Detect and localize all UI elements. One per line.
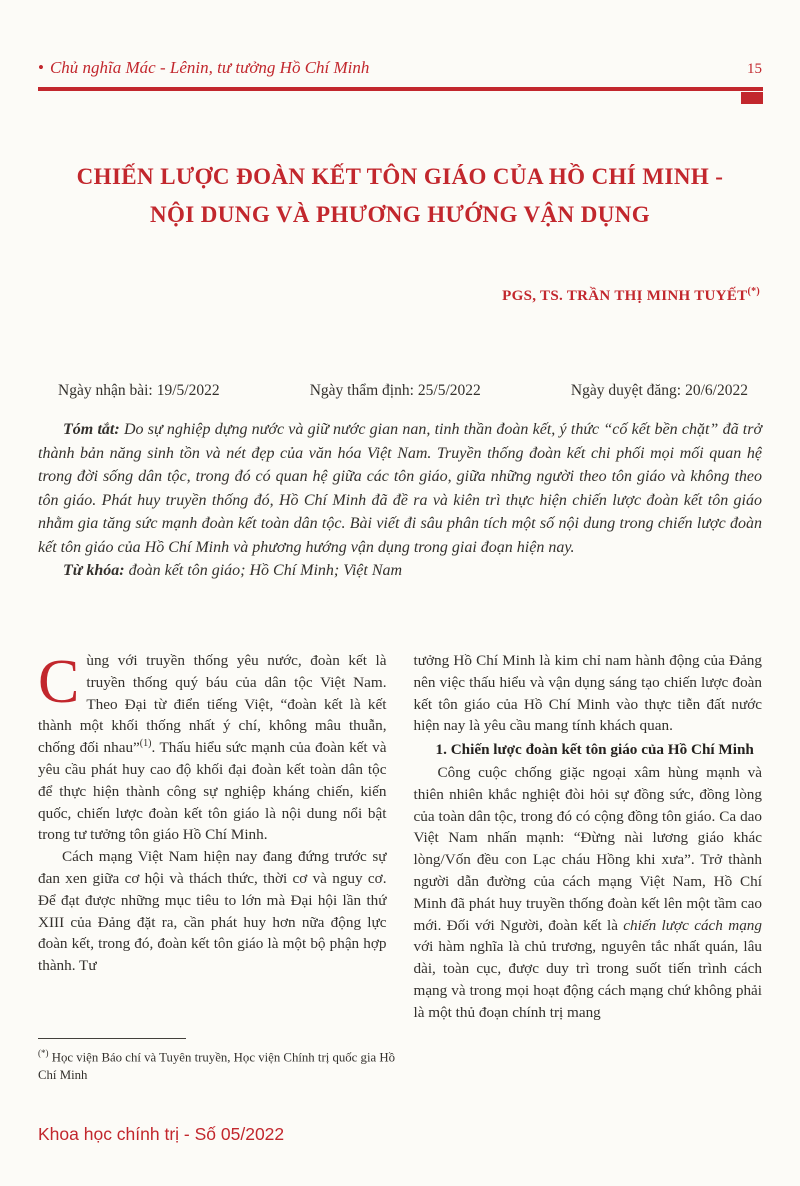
date-approved-value: 20/6/2022: [685, 382, 748, 399]
header-rule: [38, 87, 763, 91]
header-accent-mark: [741, 92, 763, 104]
journal-section-title-text: Chủ nghĩa Mác - Lênin, tư tưởng Hồ Chí Minh: [49, 58, 370, 77]
keywords-text: đoàn kết tôn giáo; Hồ Chí Minh; Việt Nam: [128, 562, 403, 579]
section-heading: 1. Chiến lược đoàn kết tôn giáo của Hồ Chí Minh: [435, 741, 754, 759]
abstract-label: Tóm tắt:: [63, 421, 120, 438]
dates-row: [58, 382, 748, 400]
paragraph-text: ùng với truyền thống yêu nước, đoàn kết là truyền thống quý báu của dân tộc Việt Nam. Theo Đại từ điển tiếng Việt, “đoàn kết là kết thành một khối thống nhất ý chí, không mâu thuẫn, chống đối nhau”: [38, 652, 387, 757]
author-name: PGS, TS. TRẦN THỊ MINH TUYẾT: [502, 288, 748, 304]
paragraph: tưởng Hồ Chí Minh là kim chỉ nam hành động của Đảng nên việc thấu hiểu và vận dụng sáng tạo chiến lược đoàn kết tôn giáo của Hồ Chí Minh vào thực tiễn đất nước hiện nay là yêu cầu mang tính khách quan.: [413, 652, 762, 735]
date-received-label: Ngày nhận bài:: [58, 382, 153, 399]
footnote-body: Học viện Báo chí và Tuyên truyền, Học viện Chính trị quốc gia Hồ Chí Minh: [38, 1050, 396, 1082]
date-received-value: 19/5/2022: [156, 382, 220, 399]
footnote-rule: [38, 1038, 186, 1039]
keywords: [38, 559, 762, 583]
body-columns: [38, 650, 762, 1024]
date-approved-label: Ngày duyệt đăng:: [570, 382, 682, 399]
emphasized-text: chiến lược cách mạng: [623, 916, 762, 934]
journal-header: [38, 58, 762, 78]
abstract-text: Do sự nghiệp dựng nước và giữ nước gian nan, tinh thần đoàn kết, ý thức “cố kết bền chặt” đã trở thành bản năng sinh tồn và nét đẹp của văn hóa Việt Nam. Truyền thống đoàn kết chi phối mọi mối quan hệ trong đời sống dân tộc, trong đó có quan hệ giữa các tôn giáo, giữa những người theo tôn giáo và không theo tôn giáo. Phát huy truyền thống đó, Hồ Chí Minh đã đề ra và kiên trì thực hiện chiến lược đoàn kết tôn giáo nhằm gia tăng sức mạnh đoàn kết toàn dân tộc. Bài viết đi sâu phân tích một số nội dung trong chiến lược đoàn kết tôn giáo của Hồ Chí Minh và phương hướng vận dụng trong giai đoạn hiện nay.: [38, 421, 763, 556]
author-byline: [38, 286, 760, 305]
footnote-text: [38, 1045, 398, 1084]
footnote-ref: (1): [139, 738, 152, 750]
paragraph: [414, 762, 763, 1024]
date-reviewed-value: 25/5/2022: [417, 382, 481, 399]
journal-footer: Khoa học chính trị - Số 05/2022: [38, 1124, 285, 1144]
footnote: [38, 1038, 398, 1084]
date-reviewed-label: Ngày thẩm định:: [309, 382, 414, 399]
abstract-block: [38, 418, 762, 583]
paragraph-text: Công cuộc chống giặc ngoại xâm hùng mạnh và thiên nhiên khắc nghiệt đòi hỏi sự đồng sức, đồng lòng của toàn dân tộc, trong đó có cộng đồng tôn giáo. Ca dao Việt Nam nhấn mạnh: “Đừng nài lương giáo khác lòng/Vốn đều con Lạc cháu Hồng khi xưa”. Trở thành người dẫn đường của cách mạng Việt Nam, Hồ Chí Minh đã phát huy truyền thống đoàn kết lên một tầm cao mới. Đối với Người, đoàn kết là: [413, 763, 762, 934]
abstract: [38, 418, 762, 559]
dropcap-letter: C: [38, 648, 80, 716]
paragraph-text: . Thấu hiểu sức mạnh của đoàn kết và yêu cầu phát huy cao độ khối đại đoàn kết toàn dân tộc để thực hiện thành công sự nghiệp kháng chiến, kiến quốc, chiến lược đoàn kết tôn giáo là nội dung nổi bật trong tư tưởng tôn giáo Hồ Chí Minh.: [38, 739, 387, 844]
bullet-icon: •: [38, 58, 44, 77]
page-number: 15: [747, 61, 762, 77]
date-reviewed: [310, 382, 481, 400]
journal-section-title: [38, 58, 369, 78]
paragraph: [38, 650, 387, 846]
article-title: [38, 158, 762, 234]
article-title-line1: CHIẾN LƯỢC ĐOÀN KẾT TÔN GIÁO CỦA HỒ CHÍ MINH -: [76, 164, 724, 189]
footnote-marker: (*): [38, 1048, 49, 1058]
author-note-marker: (*): [747, 286, 760, 297]
right-column: [414, 650, 763, 1024]
date-received: [58, 382, 220, 400]
article-title-line2: NỘI DUNG VÀ PHƯƠNG HƯỚNG VẬN DỤNG: [149, 202, 651, 227]
paragraph: Cách mạng Việt Nam hiện nay đang đứng trước sự đan xen giữa cơ hội và thách thức, thời cơ và nguy cơ. Để đạt được những mục tiêu to lớn mà Đại hội lần thứ XIII của Đảng đặt ra, cần phát huy hơn nữa động lực đoàn kết, trong đó, đoàn kết tôn giáo là một bộ phận hợp thành. Tư: [38, 848, 387, 975]
date-approved: [571, 382, 748, 400]
paragraph-text: với hàm nghĩa là chủ trương, nguyên tắc nhất quán, lâu dài, toàn cục, được duy trì trong suốt tiến trình cách mạng và trong mọi hoạt động cách mạng chứ không phải là một thủ đoạn chính trị mang: [413, 938, 762, 1021]
keywords-label: Từ khóa:: [63, 562, 125, 579]
left-column: [38, 650, 387, 1024]
